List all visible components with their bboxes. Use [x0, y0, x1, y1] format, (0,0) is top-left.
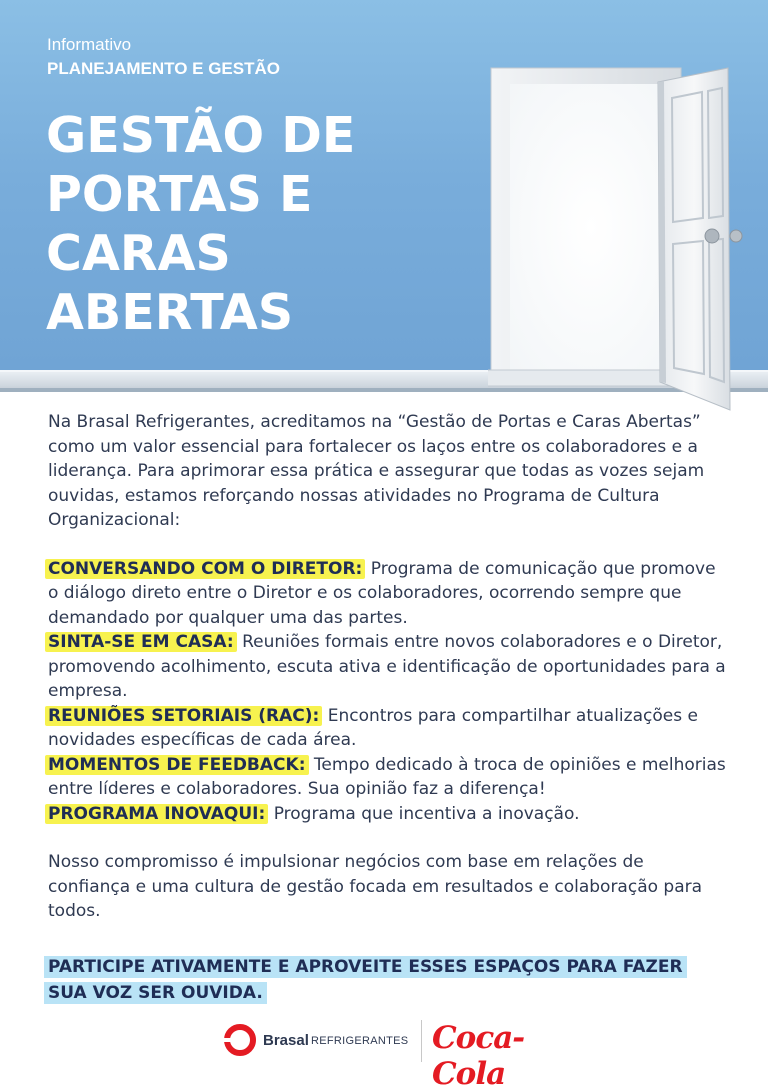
title-line: GESTÃO DE [46, 107, 356, 164]
program-description: Tempo dedicado à troca de opiniões e melhorias entre líderes e colaboradores. Sua opinião faz a diferença! [48, 754, 726, 799]
list-item [48, 557, 728, 631]
program-description: Programa de comunicação que promove o diálogo direto entre o Diretor e os colaboradores, ocorrendo sempre que demandado por qualquer uma das partes. [48, 558, 716, 628]
brand-name: Brasal [263, 1032, 309, 1049]
closing-paragraph: Nosso compromisso é impulsionar negócios com base em relações de confiança e uma cultura de gestão focada em resultados e colaboração para todos. [48, 852, 703, 921]
list-item [48, 802, 728, 827]
intro-paragraph: Na Brasal Refrigerantes, acreditamos na “Gestão de Portas e Caras Abertas” como um valor essencial para fortalecer os laços entre os colaboradores e a liderança. Para aprimorar essa prática e assegurar que todas as vozes sejam ouvidas, estamos reforçando nossas atividades no Programa de Cultura Organizacional: [48, 412, 705, 530]
call-to-action-text: PARTICIPE ATIVAMENTE E APROVEITE ESSES ESPAÇOS PARA FAZER SUA VOZ SER OUVIDA. [44, 956, 687, 1004]
program-label: CONVERSANDO COM O DIRETOR: [45, 559, 365, 579]
section-label: PLANEJAMENTO E GESTÃO [47, 59, 280, 78]
list-item [48, 704, 728, 753]
program-label: SINTA-SE EM CASA: [45, 632, 237, 652]
list-item [48, 630, 728, 704]
door-icon [488, 64, 748, 424]
page-title [46, 106, 466, 342]
program-description: Reuniões formais entre novos colaboradores e o Diretor, promovendo acolhimento, escuta ativa e identificação de oportunidades para a empresa. [48, 632, 726, 701]
title-line: CARAS [46, 225, 231, 282]
list-item [48, 753, 728, 802]
coca-cola-script-logo-icon: Coca-Cola [432, 1020, 525, 1092]
program-label: MOMENTOS DE FEEDBACK: [45, 755, 309, 775]
program-list [48, 557, 728, 827]
brand-subtitle: REFRIGERANTES [311, 1035, 409, 1047]
eyebrow-label: Informativo [47, 35, 132, 54]
open-door-illustration [488, 64, 748, 424]
program-description: Encontros para compartilhar atualizações e novidades específicas de cada área. [48, 705, 698, 750]
body-content [48, 410, 728, 946]
program-label: REUNIÕES SETORIAIS (RAC): [45, 706, 322, 726]
brasal-ring-logo-icon [222, 1022, 258, 1058]
program-label: PROGRAMA INOVAQUI: [45, 804, 268, 824]
call-to-action [44, 954, 684, 1006]
program-description: Programa que incentiva a inovação. [273, 803, 580, 824]
footer-logos [222, 1018, 552, 1092]
title-line: PORTAS E [46, 166, 313, 223]
logo-divider [421, 1020, 422, 1062]
title-line: ABERTAS [46, 284, 294, 341]
